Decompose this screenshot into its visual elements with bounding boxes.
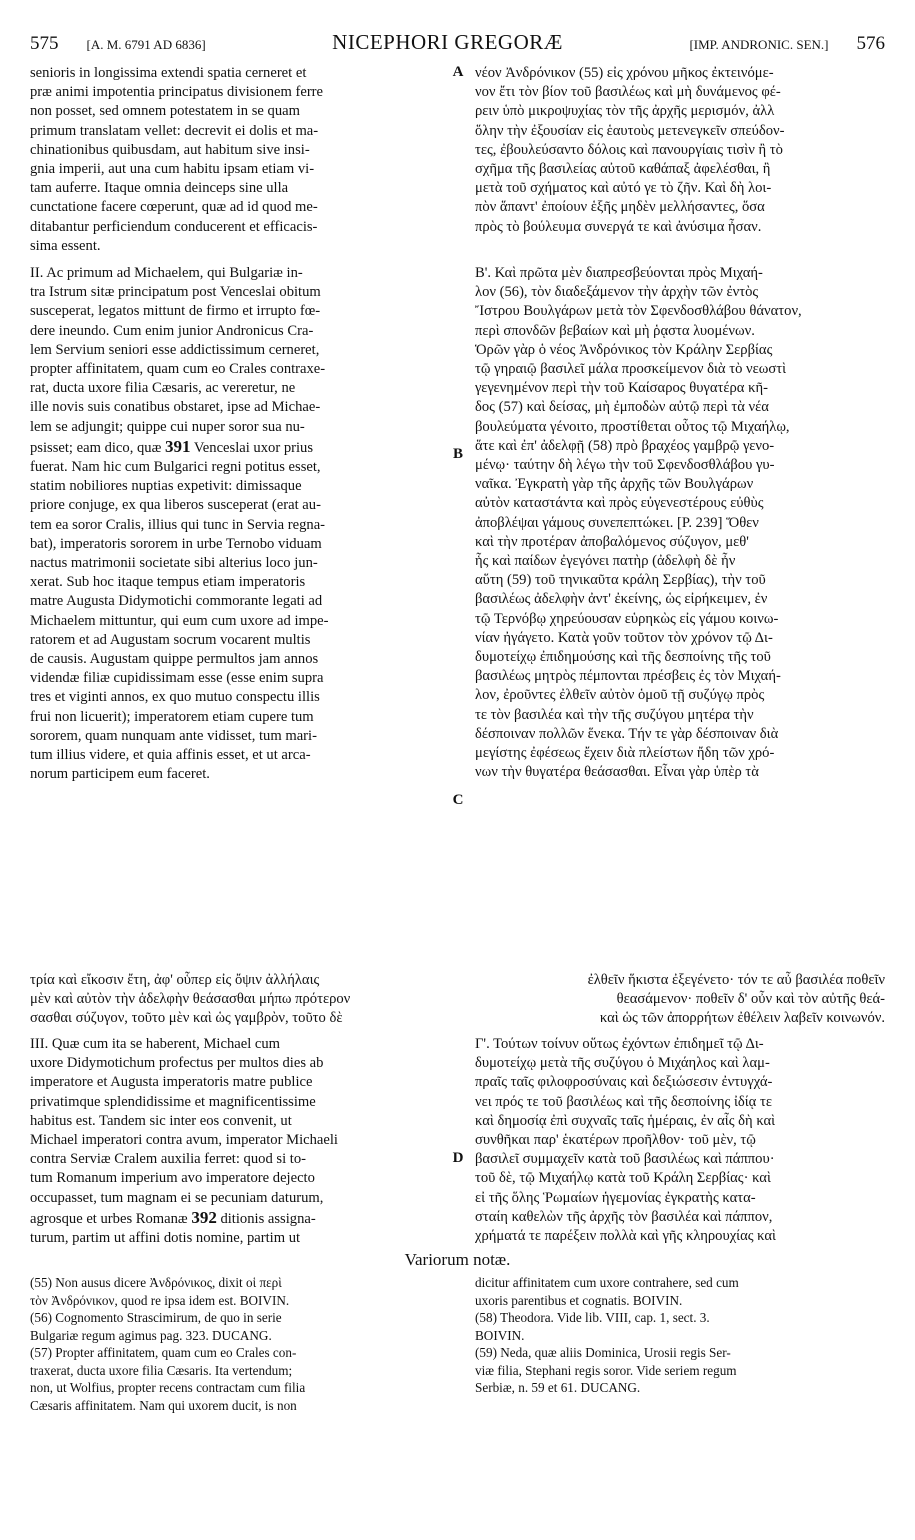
margin-letter-c: C (452, 792, 464, 808)
text-line: μεγίστης ἐφέσεως ἔχειν διὰ πλείστων ἤδη τῶν χρό- (475, 745, 775, 762)
text-line: ratorem et ad Augustam socrum vocarent multis (30, 631, 311, 648)
text-line: turum, partim ut affini dotis nomine, partim ut (30, 1230, 301, 1247)
text-line: contra Serviæ Cralem auxilia ferret: quod si to- (30, 1151, 306, 1168)
text-line: sororem, quam nunquam ante vidisset, tum mari- (30, 727, 317, 744)
text-line: εἰ τῆς ὅλης Ῥωμαίων ἡγεμονίας ἐγκρατὴς κατα- (475, 1189, 756, 1206)
text-line: νον ἔτι τὸν βίον τοῦ βασιλέως καὶ μὴ δυνάμενος φέ- (475, 84, 781, 101)
text-line: Michael imperatori contra avum, imperator Michaeli (30, 1132, 338, 1149)
text-line: senioris in longissima extendi spatia cerneret et (30, 65, 307, 81)
text-line: νίαν ἠγάγετο. Κατὰ γοῦν τοῦτον τὸν χρόνον τῷ Δι- (475, 629, 773, 646)
text-line: λον, ἐροῦντες ἐλθεῖν αὐτὸν ὁμοῦ τῇ συζύγῳ πρὸς (475, 687, 765, 704)
text-line: tum illius videre, et quia affinis esset, et ut arca- (30, 747, 311, 764)
text-line: δυμοτείχῳ μετὰ τῆς συζύγου ὁ Μιχάηλος καὶ λαμ- (475, 1055, 770, 1072)
text-line: uxore Didymotichum profectus per multos dies ab (30, 1055, 324, 1072)
text-line: λον (56), τὸν διαδεξάμενον τὴν ἀρχὴν τῶν ἐντὸς (475, 284, 759, 301)
running-header (30, 30, 885, 58)
note-line: (58) Theodora. Vide lib. VIII, cap. 1, sect. 3. (475, 1310, 710, 1325)
margin-letter-b: B (452, 446, 463, 462)
text-line: tra Istrum sitæ principatum post Venceslai obitum (30, 284, 321, 301)
year-range: [A. M. 6791 AD 6836] (86, 37, 206, 52)
note-line: (57) Propter affinitatem, quam cum eo Crales con- (30, 1345, 297, 1360)
full-width-line (30, 990, 885, 1009)
text-line: tem ea soror Cralis, illius qui tunc in Servia regna- (30, 516, 326, 533)
note-line: viæ filia, Stephani regis soror. Vide seriem regum (475, 1362, 737, 1378)
text-line: καὶ δημοσίᾳ ἐπὶ συχναῖς ταῖς ἡμέραις, ἐν αἷς δὴ καὶ (475, 1112, 776, 1129)
text-line: γεγενημένον περὶ τὴν τοῦ Καίσαρος θυγατέρα κῆ- (475, 380, 768, 397)
text-line: Ἴστρου Βουλγάρων μετὰ τὸν Σφενδοσθλάβου θάνατον, (475, 303, 802, 320)
text-line: Michaelem mittuntur, qui eum cum uxore ad impe- (30, 612, 329, 629)
text-line: τῷ Τερνόβῳ χηρεύουσαν εὑρηκὼς εἰς γάμου κοινω- (475, 610, 779, 627)
text-line: tres et viginti annos, ex quo mutuo conspectu illis (30, 689, 320, 706)
text-line: II. Ac primum ad Michaelem, qui Bulgariæ in- (30, 265, 303, 281)
text-line: βουλεύματα γένοιτο, προστίθεται οὗτος τῷ Μιχαήλῳ, (475, 418, 790, 435)
margin-letter-a: A (452, 64, 464, 80)
text-line: non posset, sed omnem potestatem in se quam (30, 103, 300, 120)
text-line: χρήματά τε παρέξειν πολλὰ καὶ γῆς κληρουχίας καὶ (475, 1228, 776, 1245)
text-line: ρειν ὑπὸ μικροψυχίας τὸν τῆς ἀρχῆς μερισμόν, ἀλλ (475, 103, 775, 120)
text-line: lem se adjungit; quippe cui nuper soror sua nu- (30, 418, 305, 435)
page-title: NICEPHORI GREGORÆ (332, 30, 563, 54)
text-line: agrosque et urbes Romanæ 392 ditionis assigna- (30, 1207, 316, 1227)
text-line: videndæ filiæ cupidissimam esse (esse enim supra (30, 670, 324, 687)
text-line: βασιλέως μητρὸς πέμπονται πρέσβεις ἐς τὸν Μιχαή- (475, 668, 781, 685)
text-line: βασιλέως ἀδελφὴν ἀντ' ἐκείνης, ὡς εἰρήκειμεν, ἐν (475, 591, 768, 608)
text-line: fuerat. Nam hic cum Bulgarici regni potitus esset, (30, 459, 321, 476)
note-line: Serbiæ, n. 59 et 61. DUCANG. (475, 1380, 641, 1395)
text-segment: καὶ ὡς τῶν ἀπορρήτων ἐθέλειν λαβεῖν κοινωνόν. (599, 1010, 885, 1027)
full-width-line (30, 1009, 885, 1028)
text-line: ille novis suis conatibus obstaret, ipse ad Michae- (30, 399, 321, 416)
page (30, 30, 885, 1510)
text-segment: μὲν καὶ αὐτὸν τὴν ἀδελφὴν θεάσασθαι μήπω πρότερον (30, 991, 351, 1008)
text-line: xerat. Sub hoc itaque tempus etiam imperatoris (30, 574, 306, 591)
text-line: occupasset, tum magnam ei se pecuniam daturum, (30, 1189, 324, 1206)
text-line: Ὁρῶν γὰρ ὁ νέος Ἀνδρόνικος τὸν Κράλην Σερβίας (475, 341, 773, 358)
text-line: bat), imperatoris sororem in urbe Ternobo viduam (30, 535, 322, 552)
note-line: non, ut Wolfius, propter recens contractam cum filia (30, 1380, 306, 1395)
greek-section-b (475, 264, 885, 782)
text-line: νων τὴν θυγατέρα θεάσασθαι. Εἶναι γὰρ ὑπὲρ τὰ (475, 764, 759, 781)
text-line: habitus est. Tandem sic inter eos convenit, ut (30, 1112, 292, 1129)
text-line: ναῖκα. Ἐγκρατὴ γὰρ τῆς ἀρχῆς τῶν Βουλγάρων (475, 476, 754, 493)
text-line: III. Quæ cum ita se haberent, Michael cum (30, 1036, 281, 1052)
text-line: αὕτη (59) τοῦ τηνικαῦτα κράλη Σερβίας), τὴν τοῦ (475, 572, 766, 589)
note-line: dicitur affinitatem cum uxore contrahere, sed cum (475, 1275, 739, 1290)
section-label: [IMP. ANDRONIC. SEN.] (689, 37, 829, 52)
text-line: norum participem eum faceret. (30, 766, 210, 783)
text-line: πρὸς τὸ βούλευμα συνεργά τε καὶ ἀνύσιμα ἦσαν. (475, 218, 762, 235)
text-line: Β'. Καὶ πρῶτα μὲν διαπρεσβεύονται πρὸς Μιχαή- (475, 265, 763, 281)
text-line: αὐτὸν καταστάντα καὶ πρὸς εὐγενεστέρους εὐθὺς (475, 495, 764, 512)
text-line: μένῳ· ταύτην δὴ λέγω τὴν τοῦ Σφενδοσθλάβου γυ- (475, 457, 775, 474)
text-line: δέσποιναν πολλῶν ἕνεκα. Τήν τε γὰρ δέσποιναν διὰ (475, 725, 779, 742)
note-line: Bulgariæ regum agimus pag. 323. DUCANG. (30, 1327, 272, 1343)
latin-column-top (30, 64, 440, 256)
text-line: præ animi impotentia principatus divisionem ferre (30, 84, 324, 101)
greek-section-g (475, 1035, 885, 1246)
text-line: σχῆμα τῆς βασιλείας αὐτοῦ καθάπαξ ἀφελέσθαι, ἢ (475, 161, 771, 178)
text-line: privatimque splendidissime et magnificentissime (30, 1093, 316, 1110)
text-line: priore conjuge, ex qua liberos susceperat (erat au- (30, 497, 321, 514)
text-line: τῷ γηραιῷ βασιλεῖ μάλα προσκείμενον διὰ τὸ νεωστὶ (475, 361, 787, 378)
text-line: ἧς καὶ παίδων ἐγεγόνει πατὴρ (ἀδελφὴ δὲ ἦν (475, 553, 736, 570)
note-line: BOIVIN. (475, 1327, 525, 1343)
notes-right-column (475, 1274, 885, 1397)
text-line: statim nobiliores nuptias expetivit: dimissaque (30, 478, 302, 495)
text-line: sima essent. (30, 237, 101, 254)
text-segment: τρία καὶ εἴκοσιν ἔτη, ἀφ' οὗπερ εἰς ὄψιν ἀλλήλαις (30, 972, 320, 988)
page-number-left: 575 (30, 33, 59, 54)
text-line: ἀποβλέψαι γάμους συνεπεπτώκει. [P. 239] Ὅθεν (475, 514, 759, 531)
text-line: βασιλεῖ συμμαχεῖν κατὰ τοῦ βασιλέως καὶ πάππου· (475, 1151, 775, 1168)
text-line: propter affinitatem, quam cum eo Crales contraxe- (30, 361, 326, 378)
note-line: Cæsaris affinitatem. Nam qui uxorem ducit, is non (30, 1397, 297, 1413)
text-line: primum translatam vellet: decrevit ei dolis et ma- (30, 122, 319, 139)
text-line: susceperat, legatos mittunt de firmo et irrupto fœ- (30, 303, 321, 320)
text-line: gnia imperii, aut una cum habitu ipsam etiam vi- (30, 161, 315, 178)
text-line: cunctatione facere cœperunt, quæ ad id quod me- (30, 199, 318, 216)
text-segment: θεασάμενον· ποθεῖν δ' οὖν καὶ τὸν αὐτῆς θεά- (616, 991, 885, 1008)
text-line: συνθῆκαι παρ' ἑκατέρων προῆλθον· τοῦ μὲν, τῷ (475, 1132, 756, 1149)
greek-column-top (475, 64, 885, 237)
text-line: περὶ σπονδῶν βεβαίων καὶ μὴ ῥᾳστα λυομένων. (475, 322, 755, 339)
margin-letter-d: D (452, 1150, 464, 1166)
text-segment: σασθαι σύζυγον, τοῦτο μὲν καὶ ὡς γαμβρὸν, τοῦτο δὲ (30, 1010, 343, 1027)
text-line: μετὰ τοῦ σχήματος καὶ αὐτό γε τὸ ζῆν. Καὶ δὴ λοι- (475, 180, 772, 197)
text-line: rat, ducta uxore filia Cæsaris, ac vereretur, ne (30, 380, 296, 397)
note-line: (59) Neda, quæ aliis Dominica, Urosii regis Ser- (475, 1345, 731, 1360)
text-line: chinationibus quibusdam, aut habitum sive insi- (30, 141, 310, 158)
text-line: tam auferre. Itaque omnia deinceps sine ulla (30, 180, 289, 197)
text-line: πὸν ἅπαντ' ἐποίουν ἑξῆς μηδὲν μελλήσαντες, ὅσα (475, 199, 765, 216)
text-line: ἅτε καὶ ἐπ' ἀδελφῇ (58) πρὸ βραχέος γαμβρῷ γενο- (475, 437, 775, 454)
note-line: (55) Non ausus dicere Ἀνδρόνικος, dixit οἱ περὶ (30, 1275, 282, 1290)
text-line: frui non licuerit); imperatorem etiam cupere tum (30, 708, 314, 725)
text-line: καὶ τὴν προτέραν ἀποβαλόμενος σύζυγον, μεθ' (475, 533, 749, 550)
text-line: δος (57) καὶ δείσας, μὴ ἐμποδὼν αὐτῷ περὶ τὰ νέα (475, 399, 769, 416)
text-line: Γ'. Τούτων τοίνυν οὕτως ἐχόντων ἐπιδημεῖ τῷ Δι- (475, 1036, 764, 1052)
text-line: πραῖς ταῖς φιλοφροσύναις καὶ δεξιώσεσιν ἐντυγχά- (475, 1074, 773, 1091)
full-width-line (30, 971, 885, 990)
text-segment: ἐλθεῖν ἥκιστα ἐξεγένετο· τόν τε αὖ βασιλέα ποθεῖν (587, 972, 885, 988)
full-width-lines (30, 971, 885, 1029)
text-line: imperatore et Augusta imperatoris matre publice (30, 1074, 313, 1091)
text-line: ὅλην τὴν ἐξουσίαν εἰς ἑαυτοὺς μετενεγκεῖν σπεύδον- (475, 122, 785, 139)
text-line: τες, ἐβουλεύσαντο δόλοις καὶ πανουργίαις τισὶν ἢ τὸ (475, 141, 783, 158)
text-line: tum Romanum imperium avo imperatore dejecto (30, 1170, 315, 1187)
text-line: lem Servium seniori esse addictissimum cerneret, (30, 341, 320, 358)
text-line: τοῦ δὲ, τῷ Μιχαήλῳ κατὰ τοῦ Κράλη Σερβίας· καὶ (475, 1170, 771, 1187)
text-line: psisset; eam dico, quæ 391 Venceslai uxor prius (30, 436, 314, 456)
text-line: σταίη καθελὼν τῆς ἀρχῆς τὸν βασιλέα καὶ πάππον, (475, 1208, 773, 1225)
note-line: uxoris parentibus et cognatis. BOIVIN. (475, 1292, 683, 1308)
text-line: nactus matrimonii societate sibi alterius loco jun- (30, 555, 318, 572)
text-line: τε τὸν βασιλέα καὶ τὴν τῆς συζύγου μητέρα τὴν (475, 706, 754, 723)
note-line: (56) Cognomento Strascimirum, de quo in serie (30, 1310, 282, 1325)
text-line: δυμοτείχῳ ἐπιδημούσης καὶ τῆς δεσποίνης τῆς τοῦ (475, 649, 771, 666)
text-line: νέον Ἀνδρόνικον (55) εἰς χρόνου μῆκος ἐκτεινόμε- (475, 65, 774, 81)
text-line: de causis. Augustam quippe permultos jam annos (30, 651, 319, 668)
page-number-right: 576 (856, 33, 885, 54)
text-line: matre Augusta Didymotichi commorante legati ad (30, 593, 323, 610)
text-line: ditabantur perficiendum conducerent et efficacis- (30, 218, 318, 235)
text-line: νει πρός τε τοῦ βασιλέως καὶ τῆς δεσποίνης ἰδίᾳ τε (475, 1093, 772, 1110)
notes-heading: Variorum notæ. (404, 1250, 511, 1269)
notes-left-column (30, 1274, 440, 1414)
note-line: traxerat, ducta uxore filia Cæsaris. Ita vertendum; (30, 1362, 293, 1378)
latin-section-ii (30, 264, 440, 784)
note-line: τὸν Ἀνδρόνικον, quod re ipsa idem est. BOIVIN. (30, 1292, 290, 1308)
text-line: dere ineundo. Cum enim junior Andronicus Cra- (30, 322, 314, 339)
latin-section-iii (30, 1035, 440, 1248)
